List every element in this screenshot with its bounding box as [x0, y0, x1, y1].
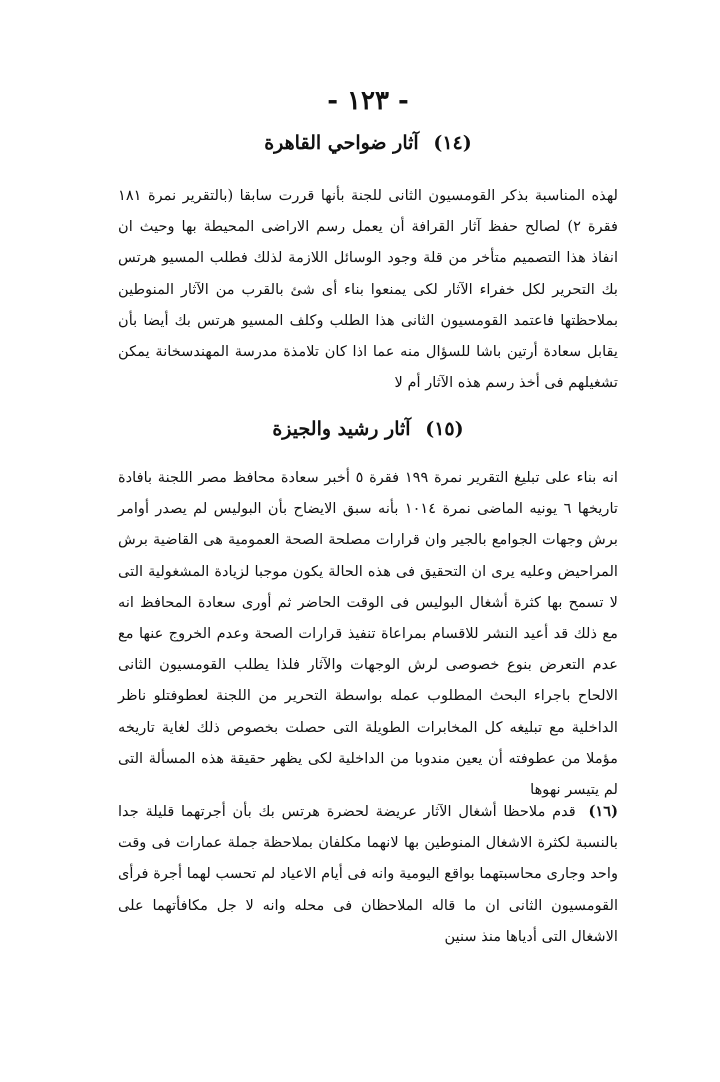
- section-16-number: (١٦): [588, 803, 618, 820]
- section-15-paragraph: انه بناء على تبليغ التقرير نمرة ١٩٩ فقرة ٥ أخبر سعادة محافظ مصر اللجنة بافادة تاريخها ٦ يونيه الماضى نمرة ١٠١٤ بأنه سبق الايضاح بأن البوليس لم يصدر أوامر برش وجهات الجوامع بالجير وان قرارات مصلحة الصحة العمومية هى القاضية برش المراحيض وعليه يرى ان التحقيق فى هذه الحالة يكون موجبا لزيادة المشغولية التى لا تسمح بها كثرة أشغال البوليس فى الوقت الحاضر ثم أورى سعادة المحافظ انه مع ذلك قد أعيد النشر للاقسام بمراعاة تنفيذ قرارات الصحة وعدم الخروج عنها مع عدم التعرض بنوع خصوصى لرش الوجهات والآثار فلذا يطلب القومسيون الثانى الالحاح باجراء البحث المطلوب عمله بواسطة التحرير من اللجنة لعطوفتلو ناظر الداخلية مع تبليغه كل المخابرات الطويلة التى حصلت بخصوص ذلك لغاية تاريخه مؤملا من عطوفته أن يعين مندوبا من الداخلية لكى يظهر حقيقة هذه المسألة التى لم يتيسر نهوها: [118, 469, 618, 799]
- section-14-heading: [118, 132, 618, 154]
- section-15-heading: [118, 418, 618, 440]
- section-14-number: (١٤): [433, 132, 472, 154]
- section-15-number: (١٥): [425, 418, 464, 440]
- section-14-title: آثار ضواحي القاهرة: [264, 132, 419, 154]
- document-page: [118, 0, 618, 1082]
- page-number: - ١٢٣ -: [327, 86, 409, 116]
- section-16-text: قدم ملاحظا أشغال الآثار عريضة لحضرة هرتس بك بأن أجرتهما قليلة جدا بالنسبة لكثرة الاشغال المنوطين بها لانهما مكلفان بملاحظة جملة عمارات فى وقت واحد وجارى محاسبتهما بواقع اليومية وانه فى أيام الاعياد لم تحسب لهما أجرة فرأى القومسيون الثانى ان ما قاله الملاحظان فى محله وانه لا جل مكافأتهما على الاشغال التى أدياها منذ سنين: [118, 803, 618, 945]
- section-16-paragraph: [118, 796, 618, 952]
- section-14-paragraph: لهذه المناسبة بذكر القومسيون الثانى للجنة بأنها قررت سابقا (بالتقرير نمرة ١٨١ فقرة ٢) لصالح حفظ آثار القرافة أن يعمل رسم الاراضى المحيطة بها وحيث ان انفاذ هذا التصميم متأخر من قلة وجود الوسائل اللازمة لذلك فطلب المسيو هرتس بك التحرير لكل خفراء الآثار لكى يمنعوا بناء أى شئ بالقرب من الآثار المنوطين بملاحظتها فاعتمد القومسيون الثانى هذا الطلب وكلف المسيو هرتس بك أيضا بأن يقابل سعادة أرتين باشا للسؤال منه عما اذا كان تلامذة مدرسة المهندسخانة يمكن تشغيلهم فى أخذ رسم هذه الآثار أم لا: [118, 187, 618, 392]
- section-15-title: آثار رشيد والجيزة: [272, 418, 411, 440]
